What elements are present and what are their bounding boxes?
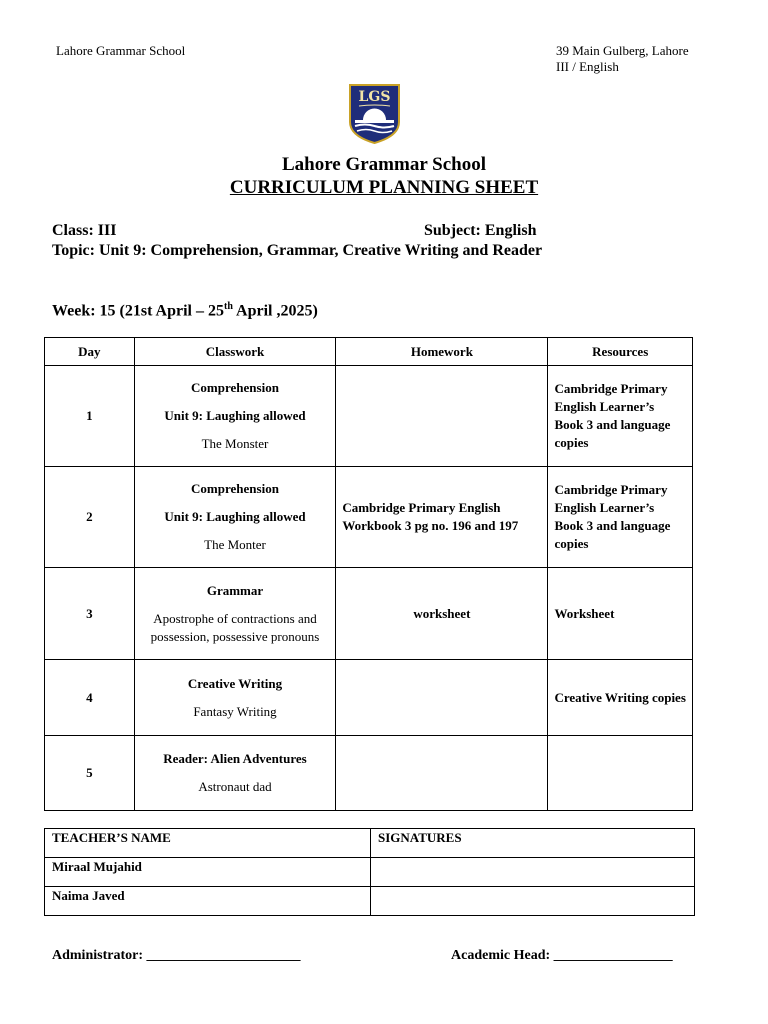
classwork-cell: Creative Writing Fantasy Writing — [134, 660, 336, 736]
subject-label: Subject: English — [424, 222, 537, 239]
header-homework: Homework — [336, 338, 548, 366]
classwork-cell: Reader: Alien Adventures Astronaut dad — [134, 736, 336, 811]
logo-text: LGS — [358, 89, 391, 105]
homework-cell: Cambridge Primary English Workbook 3 pg no. 196 and 197 — [336, 467, 548, 568]
curriculum-plan-table — [44, 337, 693, 811]
homework-cell: worksheet — [336, 568, 548, 660]
resources-cell: Creative Writing copies — [548, 660, 693, 736]
week-label: Week: 15 (21st April – 25th April ,2025) — [52, 301, 318, 320]
plan-header-row — [45, 338, 693, 366]
academic-head-signature-line: Academic Head: _________________ — [451, 948, 673, 963]
day-cell: 1 — [45, 366, 135, 467]
header-class-subject: III / English — [556, 59, 619, 74]
resources-cell — [548, 736, 693, 811]
title-school: Lahore Grammar School — [281, 154, 487, 175]
table-row — [45, 887, 695, 916]
table-row — [45, 568, 693, 660]
resources-cell: Cambridge Primary English Learner’s Book 3 and language copies — [548, 366, 693, 467]
homework-cell — [336, 660, 548, 736]
day-cell: 5 — [45, 736, 135, 811]
table-row — [45, 858, 695, 887]
homework-cell — [336, 366, 548, 467]
header-resources: Resources — [548, 338, 693, 366]
signature-cell — [371, 887, 695, 916]
table-row — [45, 467, 693, 568]
day-cell: 2 — [45, 467, 135, 568]
header-classwork: Classwork — [134, 338, 336, 366]
table-row — [45, 366, 693, 467]
header-teacher-name: TEACHER’S NAME — [45, 829, 371, 858]
day-cell: 3 — [45, 568, 135, 660]
classwork-cell: Comprehension Unit 9: Laughing allowed The Monster — [134, 366, 336, 467]
school-logo — [349, 84, 400, 144]
title-sheet: CURRICULUM PLANNING SHEET — [229, 177, 539, 198]
resources-cell: Cambridge Primary English Learner’s Book 3 and language copies — [548, 467, 693, 568]
table-row — [45, 660, 693, 736]
header-signatures: SIGNATURES — [371, 829, 695, 858]
header-day: Day — [45, 338, 135, 366]
table-row — [45, 736, 693, 811]
resources-cell: Worksheet — [548, 568, 693, 660]
topic-label: Topic: Unit 9: Comprehension, Grammar, Creative Writing and Reader — [52, 242, 543, 259]
header-address: 39 Main Gulberg, Lahore — [556, 43, 689, 58]
teacher-name-cell: Naima Javed — [45, 887, 371, 916]
header-school-name: Lahore Grammar School — [56, 43, 186, 58]
teacher-name-cell: Miraal Mujahid — [45, 858, 371, 887]
homework-cell — [336, 736, 548, 811]
signature-cell — [371, 858, 695, 887]
classwork-cell: Comprehension Unit 9: Laughing allowed The Monter — [134, 467, 336, 568]
class-label: Class: III — [52, 222, 117, 239]
teacher-signature-table — [44, 828, 695, 916]
day-cell: 4 — [45, 660, 135, 736]
classwork-cell: Grammar Apostrophe of contractions and possession, possessive pronouns — [134, 568, 336, 660]
administrator-signature-line: Administrator: ______________________ — [52, 948, 301, 963]
signature-header-row — [45, 829, 695, 858]
